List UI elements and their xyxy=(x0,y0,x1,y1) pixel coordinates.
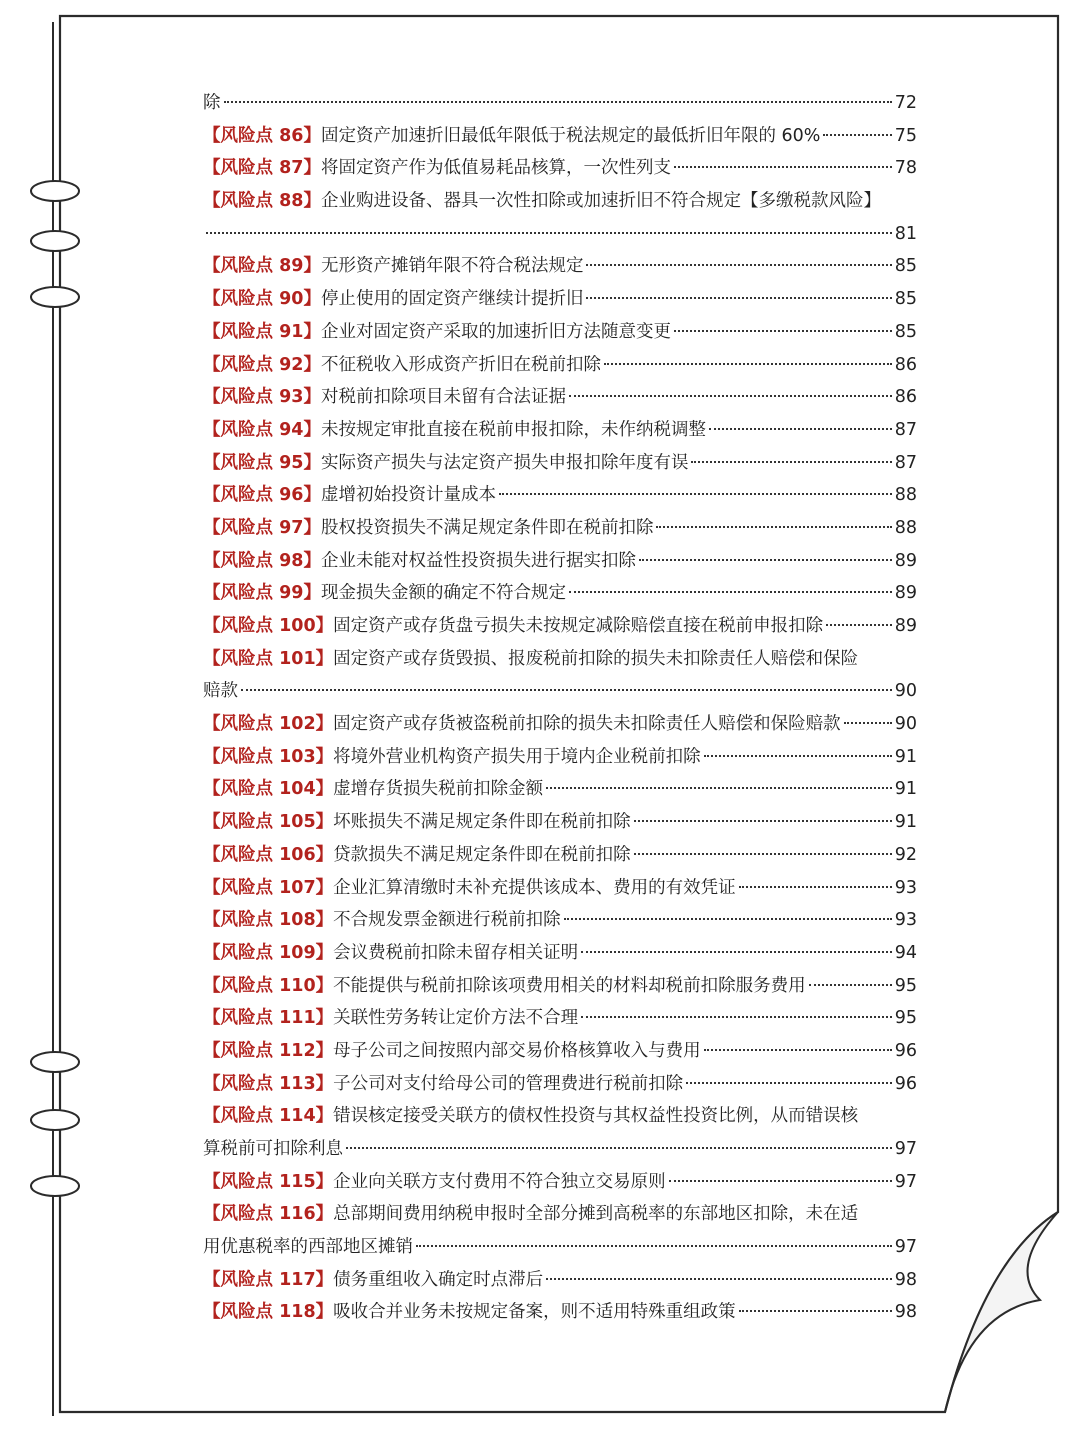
toc-entry-title: 关联性劳务转让定价方法不合理 xyxy=(333,1008,579,1029)
dot-leader xyxy=(564,918,892,920)
dot-leader xyxy=(416,1245,892,1247)
toc-entry-title: 子公司对支付给母公司的管理费进行税前扣除 xyxy=(333,1073,684,1094)
toc-line[interactable] xyxy=(203,643,917,676)
toc-entry-title: 总部期间费用纳税申报时全部分摊到高税率的东部地区扣除，未在适 xyxy=(333,1204,859,1225)
dot-leader xyxy=(569,591,892,593)
toc-line[interactable] xyxy=(203,120,917,153)
dot-leader xyxy=(224,101,892,103)
risk-label: 【风险点 118】 xyxy=(203,1302,334,1323)
page-number: 96 xyxy=(894,1040,917,1061)
binder-ring xyxy=(31,1110,79,1130)
toc-entry-title: 股权投资损失不满足规定条件即在税前扣除 xyxy=(320,517,654,538)
risk-label: 【风险点 86】 xyxy=(203,125,321,146)
dot-leader xyxy=(709,428,892,430)
page-number: 97 xyxy=(894,1139,917,1159)
risk-label: 【风险点 97】 xyxy=(203,517,321,538)
page-number: 89 xyxy=(894,550,917,571)
toc-entry-title: 母子公司之间按照内部交易价格核算收入与费用 xyxy=(333,1040,701,1061)
risk-label: 【风险点 105】 xyxy=(203,812,334,833)
toc-line[interactable] xyxy=(203,1166,917,1199)
dot-leader xyxy=(346,1147,892,1149)
binder-ring xyxy=(31,1176,79,1196)
toc-line[interactable] xyxy=(203,152,917,185)
page-number: 86 xyxy=(894,387,917,408)
toc-entry-title: 不能提供与税前扣除该项费用相关的材料却税前扣除服务费用 xyxy=(333,975,806,996)
page-number: 89 xyxy=(894,616,917,636)
page-number: 87 xyxy=(894,419,917,440)
risk-label: 【风险点 100】 xyxy=(203,616,334,636)
page-number: 95 xyxy=(894,1008,917,1029)
risk-label: 【风险点 99】 xyxy=(203,583,321,604)
dot-leader xyxy=(586,297,891,299)
toc-line[interactable] xyxy=(203,381,917,414)
dot-leader xyxy=(581,951,892,953)
page-number: 90 xyxy=(894,714,917,735)
risk-label: 【风险点 88】 xyxy=(203,191,321,212)
toc-entry-title: 会议费税前扣除未留存相关证明 xyxy=(333,942,579,963)
toc-entry-title: 将境外营业机构资产损失用于境内企业税前扣除 xyxy=(333,746,701,767)
risk-label: 【风险点 87】 xyxy=(203,158,321,179)
toc-entry-title: 固定资产或存货盘亏损失未按规定减除赔偿直接在税前申报扣除 xyxy=(333,616,824,636)
risk-label: 【风险点 115】 xyxy=(203,1171,334,1192)
toc-line[interactable] xyxy=(203,1231,917,1264)
page-number: 97 xyxy=(894,1171,917,1192)
toc-line[interactable] xyxy=(203,610,917,643)
page-number: 98 xyxy=(894,1269,917,1290)
toc-line[interactable] xyxy=(203,773,917,806)
risk-label: 【风险点 116】 xyxy=(203,1204,334,1225)
toc-entry-title: 对税前扣除项目未留有合法证据 xyxy=(320,387,566,408)
toc-line[interactable] xyxy=(203,479,917,512)
page-number: 88 xyxy=(894,485,917,506)
toc-entry-title: 算税前可扣除利息 xyxy=(203,1139,343,1159)
risk-label: 【风险点 103】 xyxy=(203,746,334,767)
toc-line[interactable] xyxy=(203,1296,917,1329)
dot-leader xyxy=(669,1180,892,1182)
dot-leader xyxy=(499,493,892,495)
toc-entry-title: 不合规发票金额进行税前扣除 xyxy=(333,910,561,931)
risk-label: 【风险点 111】 xyxy=(203,1008,334,1029)
risk-label: 【风险点 106】 xyxy=(203,844,334,865)
toc-entry-title: 不征税收入形成资产折旧在税前扣除 xyxy=(320,354,601,375)
toc-entry-title: 企业未能对权益性投资损失进行据实扣除 xyxy=(320,550,636,571)
dot-leader xyxy=(739,1310,892,1312)
toc-line[interactable] xyxy=(203,349,917,382)
toc-line[interactable] xyxy=(203,283,917,316)
toc-line[interactable] xyxy=(203,904,917,937)
dot-leader xyxy=(826,624,892,626)
toc-entry-title: 坏账损失不满足规定条件即在税前扣除 xyxy=(333,812,631,833)
binder-ring xyxy=(31,181,79,201)
dot-leader xyxy=(674,166,892,168)
risk-label: 【风险点 90】 xyxy=(203,289,321,310)
binder-ring xyxy=(31,287,79,307)
dot-leader xyxy=(686,1082,892,1084)
page-number: 96 xyxy=(894,1073,917,1094)
dot-leader xyxy=(639,559,892,561)
dot-leader xyxy=(704,755,892,757)
risk-label: 【风险点 114】 xyxy=(203,1106,334,1127)
risk-label: 【风险点 102】 xyxy=(203,714,334,735)
dot-leader xyxy=(634,820,892,822)
toc-line[interactable] xyxy=(203,708,917,741)
page-number: 88 xyxy=(894,517,917,538)
toc-entry-title: 未按规定审批直接在税前申报扣除，未作纳税调整 xyxy=(320,419,706,440)
toc-line[interactable] xyxy=(203,970,917,1003)
page-number: 86 xyxy=(894,354,917,375)
dot-leader xyxy=(586,264,891,266)
toc-entry-title: 债务重组收入确定时点滞后 xyxy=(333,1269,544,1290)
page-number: 92 xyxy=(894,844,917,865)
page-number: 91 xyxy=(894,746,917,767)
dot-leader xyxy=(674,330,892,332)
risk-label: 【风险点 95】 xyxy=(203,452,321,473)
dot-leader xyxy=(546,787,892,789)
toc-line[interactable] xyxy=(203,937,917,970)
risk-label: 【风险点 89】 xyxy=(203,256,321,277)
page-number: 97 xyxy=(894,1237,917,1258)
page-number: 89 xyxy=(894,583,917,604)
toc-list xyxy=(203,87,917,1329)
risk-label: 【风险点 92】 xyxy=(203,354,321,375)
dot-leader xyxy=(546,1278,892,1280)
dot-leader xyxy=(691,461,891,463)
dot-leader xyxy=(581,1016,892,1018)
page-number: 85 xyxy=(894,321,917,342)
dot-leader xyxy=(823,134,891,136)
toc-entry-title: 实际资产损失与法定资产损失申报扣除年度有误 xyxy=(320,452,689,473)
page-number: 81 xyxy=(894,223,917,244)
toc-line[interactable] xyxy=(203,218,917,251)
toc-entry-title: 现金损失金额的确定不符合规定 xyxy=(320,583,566,604)
toc-line[interactable] xyxy=(203,1198,917,1231)
risk-label: 【风险点 96】 xyxy=(203,485,321,506)
toc-line[interactable] xyxy=(203,675,917,708)
dot-leader xyxy=(241,689,892,691)
page-number: 87 xyxy=(894,452,917,473)
dot-leader xyxy=(844,722,892,724)
risk-label: 【风险点 113】 xyxy=(203,1073,334,1094)
toc-entry-title: 除 xyxy=(203,93,221,113)
risk-label: 【风险点 104】 xyxy=(203,779,334,800)
page-number: 94 xyxy=(894,942,917,963)
toc-entry-title: 贷款损失不满足规定条件即在税前扣除 xyxy=(333,844,631,865)
toc-entry-title: 固定资产或存货被盗税前扣除的损失未扣除责任人赔偿和保险赔款 xyxy=(333,714,841,735)
page-number: 95 xyxy=(894,975,917,996)
toc-line[interactable] xyxy=(203,1133,917,1166)
dot-leader xyxy=(206,232,892,234)
toc-line[interactable] xyxy=(203,1264,917,1297)
page-number: 90 xyxy=(894,681,917,702)
dot-leader xyxy=(656,526,891,528)
risk-label: 【风险点 107】 xyxy=(203,877,334,898)
risk-label: 【风险点 94】 xyxy=(203,419,321,440)
risk-label: 【风险点 110】 xyxy=(203,975,334,996)
risk-label: 【风险点 117】 xyxy=(203,1269,334,1290)
toc-entry-title: 吸收合并业务未按规定备案，则不适用特殊重组政策 xyxy=(333,1302,736,1323)
dot-leader xyxy=(739,886,892,888)
toc-line[interactable] xyxy=(203,185,917,218)
toc-entry-title: 企业汇算清缴时未补充提供该成本、费用的有效凭证 xyxy=(333,877,736,898)
toc-line[interactable] xyxy=(203,1035,917,1068)
dot-leader xyxy=(569,395,892,397)
risk-label: 【风险点 108】 xyxy=(203,910,334,931)
toc-line[interactable] xyxy=(203,316,917,349)
risk-label: 【风险点 109】 xyxy=(203,942,334,963)
toc-entry-title: 无形资产摊销年限不符合税法规定 xyxy=(320,256,584,277)
toc-line[interactable] xyxy=(203,447,917,480)
page-number: 91 xyxy=(894,779,917,800)
page-number: 78 xyxy=(894,158,917,179)
dot-leader xyxy=(634,853,892,855)
page-number: 85 xyxy=(894,289,917,310)
binder-ring xyxy=(31,231,79,251)
risk-label: 【风险点 91】 xyxy=(203,321,321,342)
page-number: 75 xyxy=(894,125,917,146)
toc-entry-title: 固定资产或存货毁损、报废税前扣除的损失未扣除责任人赔偿和保险 xyxy=(333,648,859,669)
toc-line[interactable] xyxy=(203,1068,917,1101)
toc-line[interactable] xyxy=(203,250,917,283)
toc-entry-title: 赔款 xyxy=(203,681,238,702)
binder-ring xyxy=(31,1052,79,1072)
page-number: 98 xyxy=(894,1302,917,1323)
dot-leader xyxy=(704,1049,892,1051)
toc-entry-title: 用优惠税率的西部地区摊销 xyxy=(203,1237,413,1258)
risk-label: 【风险点 98】 xyxy=(203,550,321,571)
dot-leader xyxy=(604,363,892,365)
page-number: 72 xyxy=(894,93,917,113)
toc-entry-title: 虚增存货损失税前扣除金额 xyxy=(333,779,544,800)
toc-entry-title: 固定资产加速折旧最低年限低于税法规定的最低折旧年限的 60% xyxy=(320,125,821,146)
toc-entry-title: 错误核定接受关联方的债权性投资与其权益性投资比例，从而错误核 xyxy=(333,1106,859,1127)
toc-line[interactable] xyxy=(203,872,917,905)
toc-entry-title: 企业对固定资产采取的加速折旧方法随意变更 xyxy=(320,321,671,342)
toc-entry-title: 停止使用的固定资产继续计提折旧 xyxy=(320,289,584,310)
toc-line[interactable] xyxy=(203,1100,917,1133)
risk-label: 【风险点 112】 xyxy=(203,1040,334,1061)
risk-label: 【风险点 101】 xyxy=(203,648,334,669)
toc-entry-title: 企业向关联方支付费用不符合独立交易原则 xyxy=(333,1171,666,1192)
toc-line[interactable] xyxy=(203,577,917,610)
dot-leader xyxy=(809,984,892,986)
page-number: 93 xyxy=(894,877,917,898)
toc-entry-title: 虚增初始投资计量成本 xyxy=(320,485,496,506)
toc-line[interactable] xyxy=(203,1002,917,1035)
toc-line[interactable] xyxy=(203,512,917,545)
toc-line[interactable] xyxy=(203,414,917,447)
toc-line[interactable] xyxy=(203,545,917,578)
toc-line[interactable] xyxy=(203,839,917,872)
toc-line[interactable] xyxy=(203,806,917,839)
page-number: 85 xyxy=(894,256,917,277)
toc-line[interactable] xyxy=(203,741,917,774)
table-of-contents xyxy=(203,87,917,1329)
toc-entry-title: 将固定资产作为低值易耗品核算，一次性列支 xyxy=(320,158,671,179)
page-number: 93 xyxy=(894,910,917,931)
page-number: 91 xyxy=(894,812,917,833)
toc-line[interactable] xyxy=(203,87,917,120)
toc-entry-title: 企业购进设备、器具一次性扣除或加速折旧不符合规定【多缴税款风险】 xyxy=(320,191,881,212)
risk-label: 【风险点 93】 xyxy=(203,387,321,408)
